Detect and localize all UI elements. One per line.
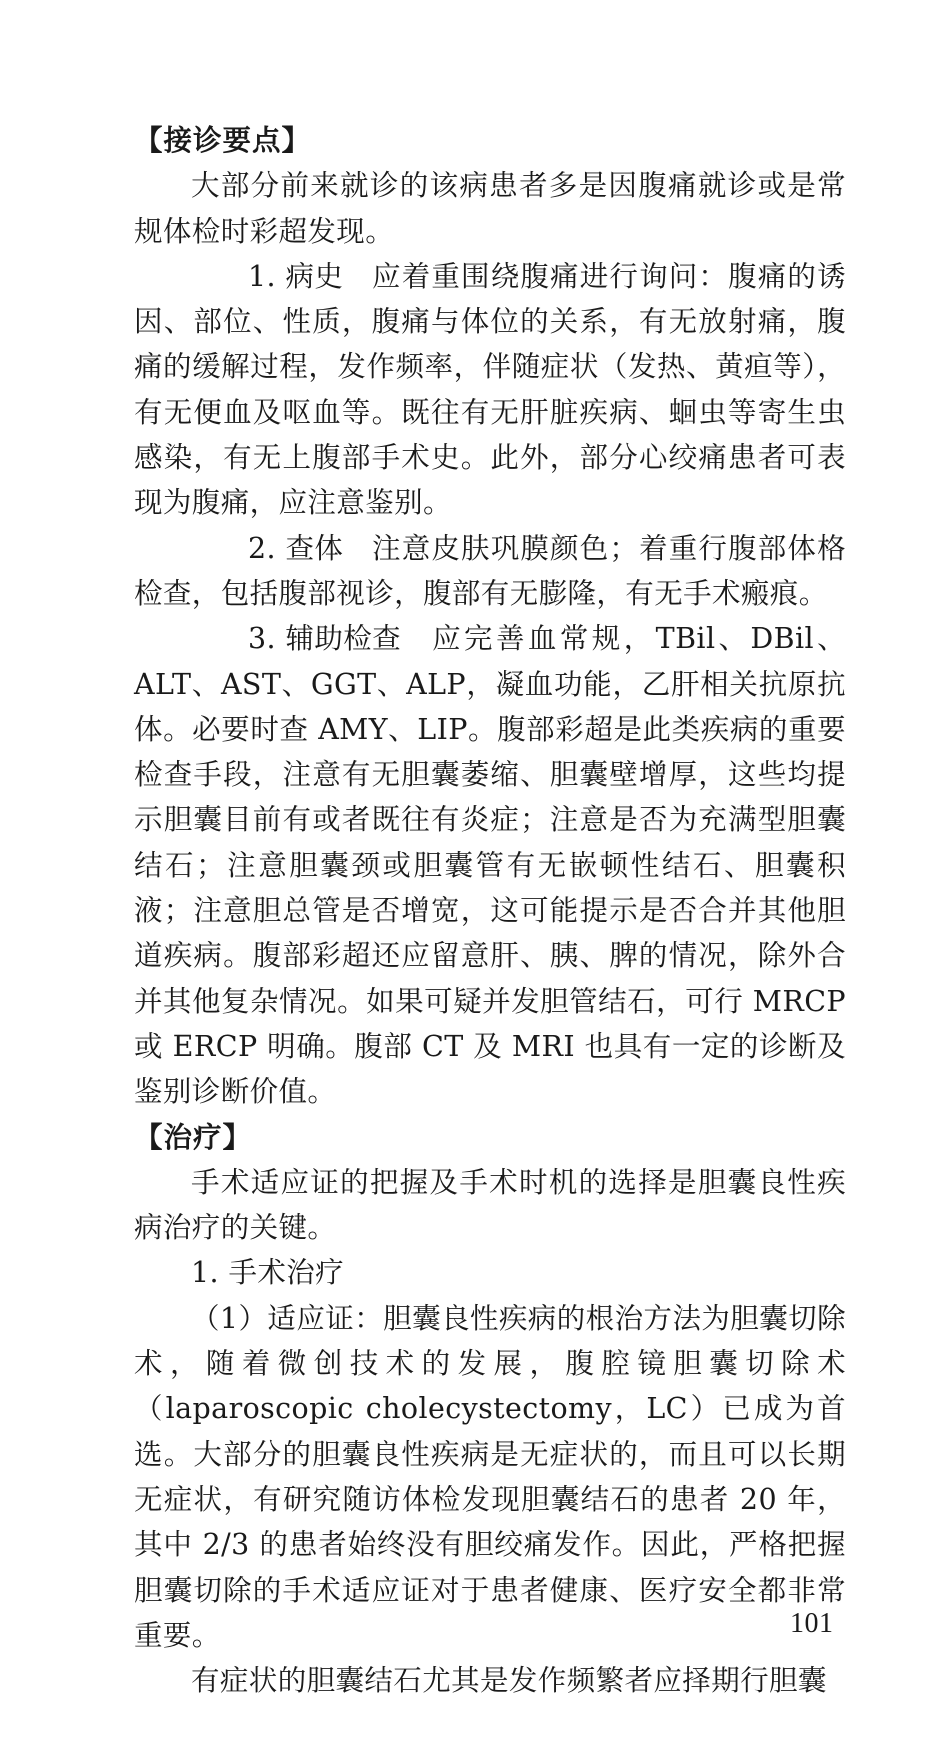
page-content [134,118,846,1703]
paragraph-history [134,254,846,526]
item-label-exam: 2. 查体 [248,531,344,565]
paragraph-exam [134,526,846,617]
page-number: 101 [790,1608,834,1639]
item-label-history: 1. 病史 [248,259,344,293]
item-label-aux-tests: 3. 辅助检查 [248,622,402,656]
section-heading-key-points: 【接诊要点】 [134,123,312,157]
item-text-aux-tests: 应完善血常规，TBil、DBil、ALT、AST、GGT、ALP，凝血功能，乙肝相关抗原抗体。必要时查 AMY、LIP。腹部彩超是此类疾病的重要检查手段，注意有无胆囊萎缩、胆囊壁增厚，这些均提示胆囊目前有或者既往有炎症；注意是否为充满型胆囊结石；注意胆囊颈或胆囊管有无嵌顿性结石、胆囊积液；注意胆总管是否增宽，这可能提示是否合并其他胆道疾病。腹部彩超还应留意肝、胰、脾的情况，除外合并其他复杂情况。如果可疑并发胆管结石，可行 MRCP 或 ERCP 明确。腹部 CT 及 MRI 也具有一定的诊断及鉴别诊断价值。 [134,622,846,1109]
paragraph-treatment-intro: 手术适应证的把握及手术时机的选择是胆囊良性疾病治疗的关键。 [134,1165,846,1245]
paragraph-symptomatic: 有症状的胆囊结石尤其是发作频繁者应择期行胆囊 [191,1664,827,1698]
item-text-exam: 注意皮肤巩膜颜色；着重行腹部体格检查，包括腹部视诊，腹部有无膨隆，有无手术瘢痕。 [134,531,846,610]
section-heading-treatment: 【治疗】 [134,1119,253,1154]
paragraph-intro: 大部分前来就诊的该病患者多是因腹痛就诊或是常规体检时彩超发现。 [134,169,846,248]
paragraph-aux-tests [134,616,846,1114]
item-text-history: 应着重围绕腹痛进行询问：腹痛的诱因、部位、性质，腹痛与体位的关系，有无放射痛，腹痛的缓解过程，发作频率，伴随症状（发热、黄疸等），有无便血及呕血等。既往有无肝脏疾病、蛔虫等寄生虫感染，有无上腹部手术史。此外，部分心绞痛患者可表现为腹痛，应注意鉴别。 [134,259,846,520]
subheading-surgery: 1. 手术治疗 [191,1256,345,1290]
paragraph-indications: （1）适应证：胆囊良性疾病的根治方法为胆囊切除术，随着微创技术的发展，腹腔镜胆囊切除术（laparoscopic cholecystectomy，LC）已成为首选。大部分的胆囊良性疾病是无症状的，而且可以长期无症状，有研究随访体检发现胆囊结石的患者 20 年，其中 2/3 的患者始终没有胆绞痛发作。因此，严格把握胆囊切除的手术适应证对于患者健康、医疗安全都非常重要。 [134,1301,846,1652]
